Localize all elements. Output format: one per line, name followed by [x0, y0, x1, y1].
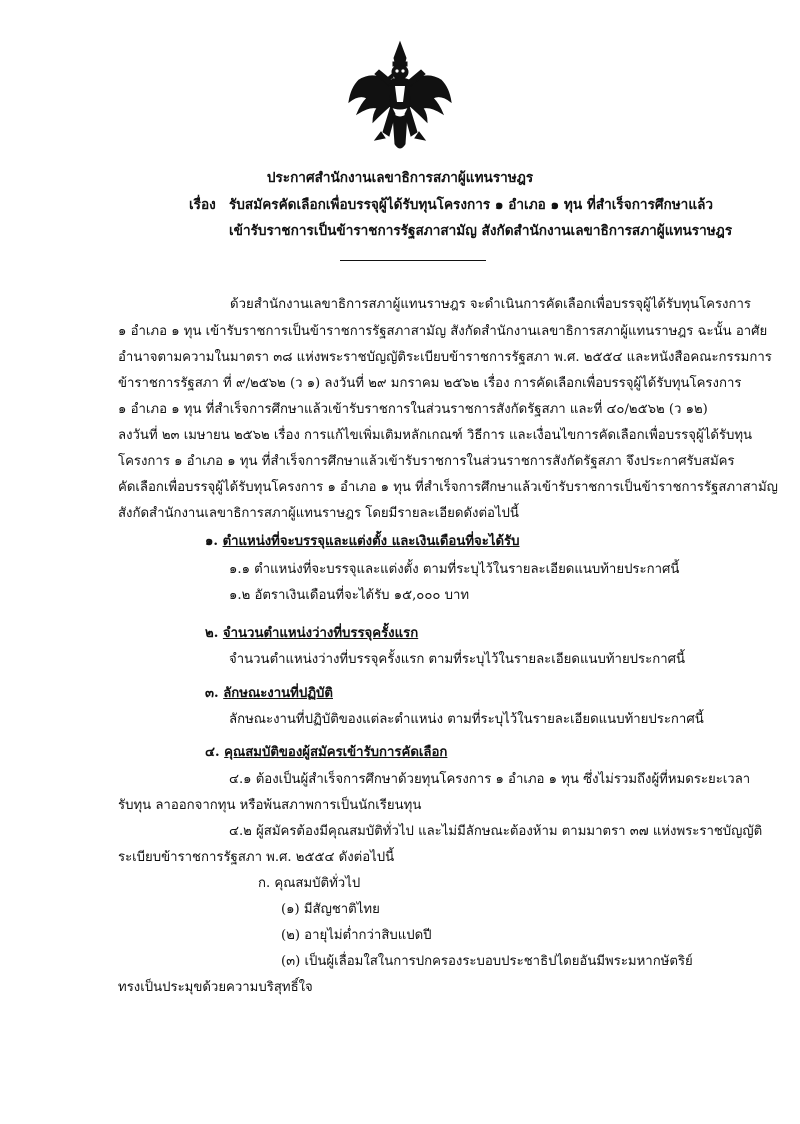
section-number: ๔.	[205, 745, 220, 760]
section-line: ทรงเป็นประมุขด้วยความบริสุทธิ์ใจ	[118, 980, 313, 995]
intro-line: ลงวันที่ ๒๓ เมษายน ๒๕๖๒ เรื่อง การแก้ไขเพิ่มเติมหลักเกณฑ์ วิธีการ และเงื่อนไขการคัดเลือกเพื่อบรรจุผู้ได้รับทุน	[118, 428, 753, 443]
section-line: ระเบียบข้าราชการรัฐสภา พ.ศ. ๒๕๕๔ ดังต่อไปนี้	[118, 850, 395, 865]
intro-line: ๑ อำเภอ ๑ ทุน ที่สำเร็จการศึกษาแล้วเข้ารับราชการในส่วนราชการสังกัดรัฐสภา และที่ ๔๐/๒๕๖๒ (ว ๑๒)	[118, 402, 708, 417]
section-line: จำนวนตำแหน่งว่างที่บรรจุครั้งแรก ตามที่ระบุไว้ในรายละเอียดแนบท้ายประกาศนี้	[229, 652, 685, 667]
subject-line-2: เข้ารับราชการเป็นข้าราชการรัฐสภาสามัญ สังกัดสำนักงานเลขาธิการสภาผู้แทนราษฎร	[229, 223, 733, 239]
section-number: ๒.	[205, 626, 219, 641]
section-number: ๓.	[205, 686, 219, 701]
intro-line: ๑ อำเภอ ๑ ทุน เข้ารับราชการเป็นข้าราชการรัฐสภาสามัญ สังกัดสำนักงานเลขาธิการสภาผู้แทนราษฎร ฉะนั้น อาศัย	[118, 324, 768, 339]
section-line: (๓) เป็นผู้เลื่อมใสในการปกครองระบอบประชาธิปไตยอันมีพระมหากษัตริย์	[281, 954, 693, 969]
section-number: ๑.	[205, 534, 218, 549]
section-heading-3	[205, 682, 333, 703]
section-line: ก. คุณสมบัติทั่วไป	[258, 876, 361, 891]
section-heading-2	[205, 622, 418, 643]
intro-line: สังกัดสำนักงานเลขาธิการสภาผู้แทนราษฎร โดยมีรายละเอียดดังต่อไปนี้	[118, 506, 519, 521]
section-line: ลักษณะงานที่ปฏิบัติของแต่ละตำแหน่ง ตามที่ระบุไว้ในรายละเอียดแนบท้ายประกาศนี้	[229, 712, 704, 727]
section-line: ๔.๑ ต้องเป็นผู้สำเร็จการศึกษาด้วยทุนโครงการ ๑ อำเภอ ๑ ทุน ซึ่งไม่รวมถึงผู้ที่หมดระยะเวลา	[229, 772, 751, 787]
section-heading-1	[205, 530, 520, 551]
intro-line: ด้วยสำนักงานเลขาธิการสภาผู้แทนราษฎร จะดำเนินการคัดเลือกเพื่อบรรจุผู้ได้รับทุนโครงการ	[230, 297, 751, 312]
section-title: คุณสมบัติของผู้สมัครเข้ารับการคัดเลือก	[224, 745, 448, 760]
intro-line: อำนาจตามความในมาตรา ๓๘ แห่งพระราชบัญญัติระเบียบข้าราชการรัฐสภา พ.ศ. ๒๕๕๔ และหนังสือคณะกรรมการ	[118, 350, 772, 365]
section-line: (๒) อายุไม่ต่ำกว่าสิบแปดปี	[281, 928, 432, 943]
section-line: ๑.๑ ตำแหน่งที่จะบรรจุและแต่งตั้ง ตามที่ระบุไว้ในรายละเอียดแนบท้ายประกาศนี้	[229, 562, 680, 577]
intro-line: โครงการ ๑ อำเภอ ๑ ทุน ที่สำเร็จการศึกษาแล้วเข้ารับราชการในส่วนราชการสังกัดรัฐสภา จึงประกาศรับสมัคร	[118, 454, 735, 469]
section-title: ตำแหน่งที่จะบรรจุและแต่งตั้ง และเงินเดือนที่จะได้รับ	[222, 534, 520, 549]
section-heading-4	[205, 741, 447, 762]
intro-line: ข้าราชการรัฐสภา ที่ ๙/๒๕๖๒ (ว ๑) ลงวันที่ ๒๙ มกราคม ๒๕๖๒ เรื่อง การคัดเลือกเพื่อบรรจุผู้ได้รับทุนโครงการ	[118, 376, 742, 391]
subject-line-1: รับสมัครคัดเลือกเพื่อบรรจุผู้ได้รับทุนโครงการ ๑ อำเภอ ๑ ทุน ที่สำเร็จการศึกษาแล้ว	[229, 197, 714, 213]
title-divider	[340, 260, 486, 261]
subject-label: เรื่อง	[189, 197, 216, 213]
section-line: (๑) มีสัญชาติไทย	[281, 902, 380, 917]
section-line: รับทุน ลาออกจากทุน หรือพ้นสภาพการเป็นนักเรียนทุน	[118, 798, 422, 813]
garuda-emblem-icon	[345, 40, 455, 158]
section-line: ๔.๒ ผู้สมัครต้องมีคุณสมบัติทั่วไป และไม่มีลักษณะต้องห้าม ตามมาตรา ๓๗ แห่งพระราชบัญญัติ	[229, 824, 763, 839]
intro-line: คัดเลือกเพื่อบรรจุผู้ได้รับทุนโครงการ ๑ อำเภอ ๑ ทุน ที่สำเร็จการศึกษาแล้วเข้ารับราชการเป็นข้าราชการรัฐสภาสามัญ	[118, 480, 778, 495]
announcement-title: ประกาศสำนักงานเลขาธิการสภาผู้แทนราษฎร	[266, 170, 534, 186]
section-title: ลักษณะงานที่ปฏิบัติ	[223, 686, 333, 701]
section-title: จำนวนตำแหน่งว่างที่บรรจุครั้งแรก	[222, 626, 419, 641]
section-line: ๑.๒ อัตราเงินเดือนที่จะได้รับ ๑๕,๐๐๐ บาท	[229, 588, 470, 603]
